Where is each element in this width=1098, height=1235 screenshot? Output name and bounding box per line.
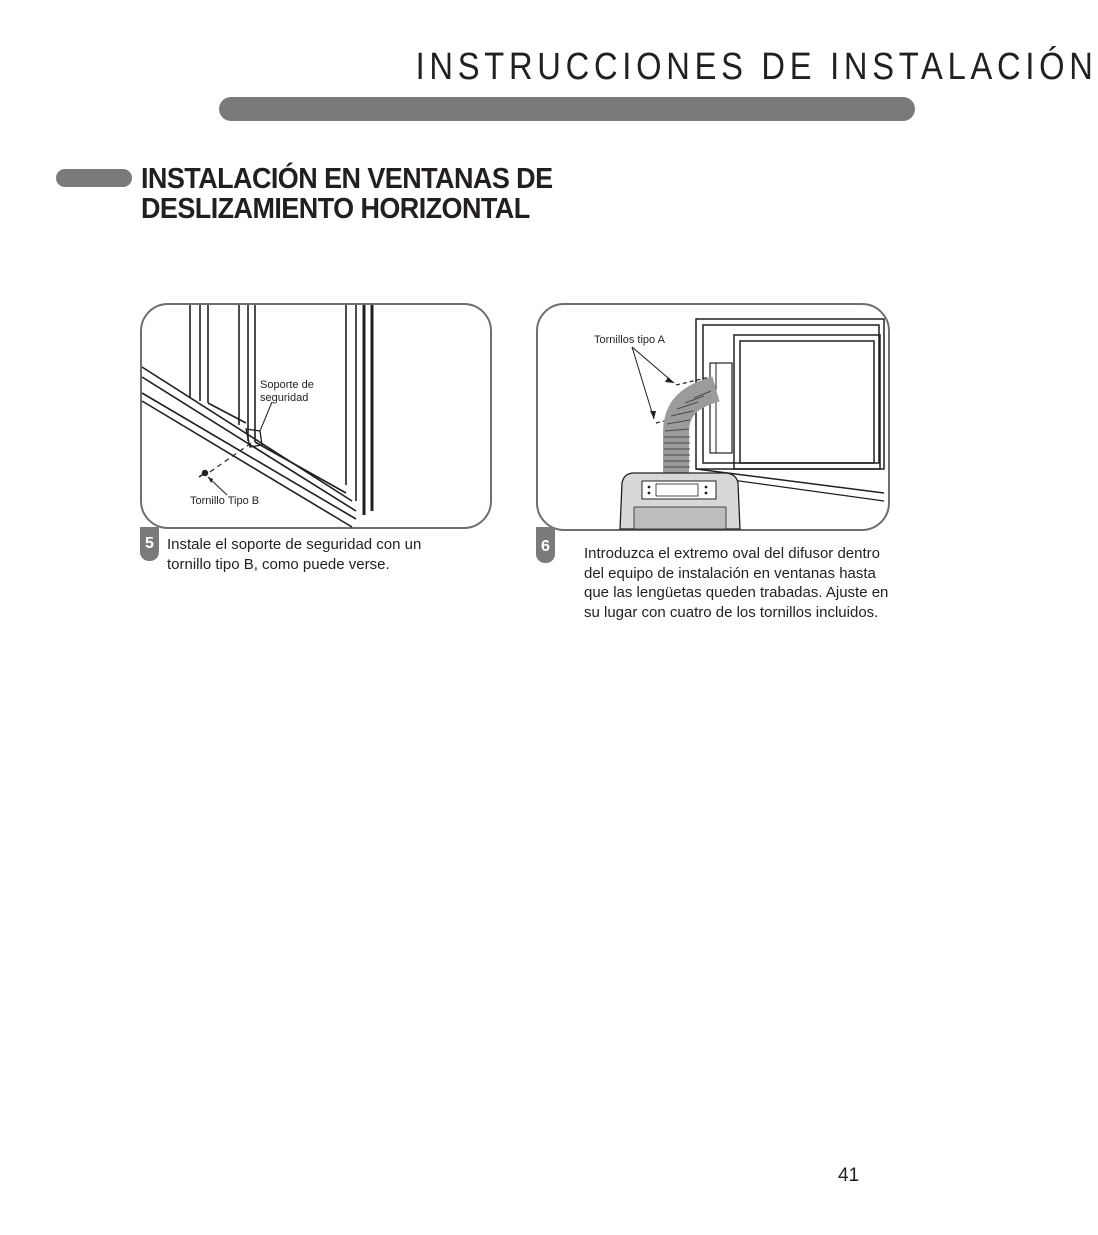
step-number-5: 5 <box>140 527 159 561</box>
bracket-callout: Soporte de seguridad <box>260 379 314 404</box>
step5-text: Instale el soporte de seguridad con un tornillo tipo B, como puede verse. <box>167 536 422 573</box>
step-number-6: 6 <box>536 527 555 563</box>
screw-callout: Tornillo Tipo B <box>190 495 260 507</box>
exhaust-hose <box>664 389 716 473</box>
air-conditioner-unit <box>620 473 740 529</box>
page-number: 41 <box>838 1165 860 1186</box>
section-pill <box>56 169 132 187</box>
section-heading-line2: DESLIZAMIENTO HORIZONTAL <box>141 193 530 225</box>
screw-icon <box>199 470 208 477</box>
screws-callout: Tornillos tipo A <box>594 334 665 346</box>
section-heading-line1: INSTALACIÓN EN VENTANAS DE <box>141 163 553 195</box>
hose-window-kit-drawing <box>538 305 888 529</box>
step6-text: Introduzca el extremo oval del difusor dentro del equipo de instalación en ventanas hasta que las lengüetas queden trabadas. Ajuste en su lugar con cuatro de los tornillos incluidos. <box>584 545 889 621</box>
sliding-window-bracket-drawing <box>142 305 490 527</box>
step6-illustration <box>536 303 890 531</box>
header-bar <box>219 97 915 121</box>
section-heading <box>141 164 625 224</box>
page-header-title: INSTRUCCIONES DE INSTALACIÓN <box>415 46 1098 88</box>
